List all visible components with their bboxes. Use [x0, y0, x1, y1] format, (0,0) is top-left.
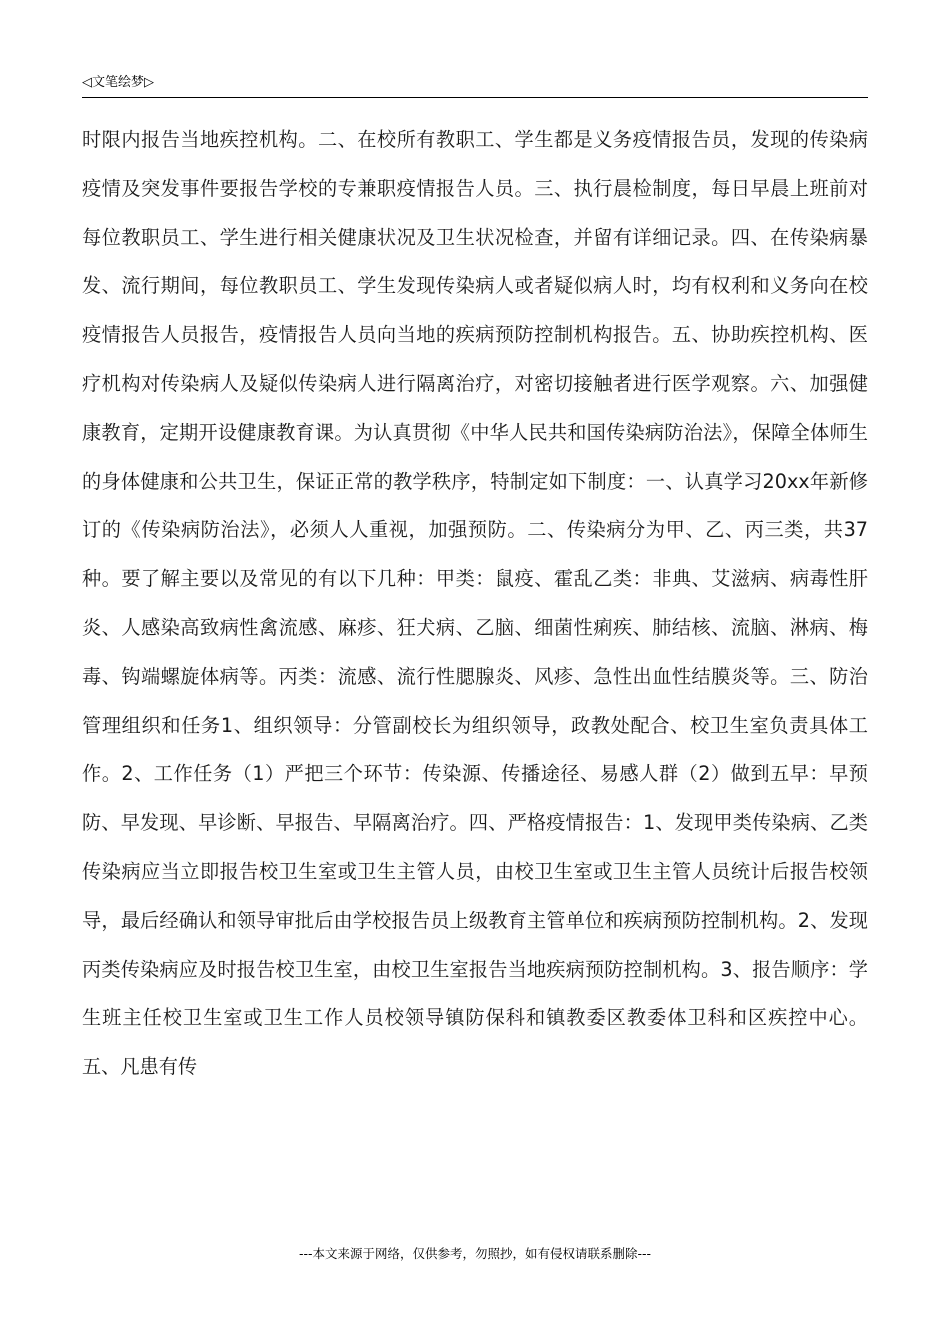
- page-header: [82, 72, 868, 98]
- page-footer: ---本文来源于网络，仅供参考，勿照抄，如有侵权请联系删除---: [298, 1246, 652, 1261]
- document-body: 时限内报告当地疾控机构。二、在校所有教职工、学生都是义务疫情报告员，发现的传染病疫情及突发事件要报告学校的专兼职疫情报告人员。三、执行晨检制度，每日早晨上班前对每位教职员工、学生进行相关健康状况及卫生状况检查，并留有详细记录。四、在传染病暴发、流行期间，每位教职员工、学生发现传染病人或者疑似病人时，均有权利和义务向在校疫情报告人员报告，疫情报告人员向当地的疾病预防控制机构报告。五、协助疾控机构、医疗机构对传染病人及疑似传染病人进行隔离治疗，对密切接触者进行医学观察。六、加强健康教育，定期开设健康教育课。为认真贯彻《中华人民共和国传染病防治法》，保障全体师生的身体健康和公共卫生，保证正常的教学秩序，特制定如下制度：一、认真学习20xx年新修订的《传染病防治法》，必须人人重视，加强预防。二、传染病分为甲、乙、丙三类，共37种。要了解主要以及常见的有以下几种：甲类：鼠疫、霍乱乙类：非典、艾滋病、病毒性肝炎、人感染高致病性禽流感、麻疹、狂犬病、乙脑、细菌性痢疾、肺结核、流脑、淋病、梅毒、钩端螺旋体病等。丙类：流感、流行性腮腺炎、风疹、急性出血性结膜炎等。三、防治管理组织和任务1、组织领导：分管副校长为组织领导，政教处配合、校卫生室负责具体工作。2、工作任务（1）严把三个环节：传染源、传播途径、易感人群（2）做到五早：早预防、早发现、早诊断、早报告、早隔离治疗。四、严格疫情报告：1、发现甲类传染病、乙类传染病应当立即报告校卫生室或卫生主管人员，由校卫生室或卫生主管人员统计后报告校领导，最后经确认和领导审批后由学校报告员上级教育主管单位和疾病预防控制机构。2、发现丙类传染病应及时报告校卫生室，由校卫生室报告当地疾病预防控制机构。3、报告顺序：学生班主任校卫生室或卫生工作人员校领导镇防保科和镇教委区教委体卫科和区疾控中心。五、凡患有传: [82, 128, 868, 1079]
- header-title: ◁文笔绘梦▷: [82, 75, 154, 90]
